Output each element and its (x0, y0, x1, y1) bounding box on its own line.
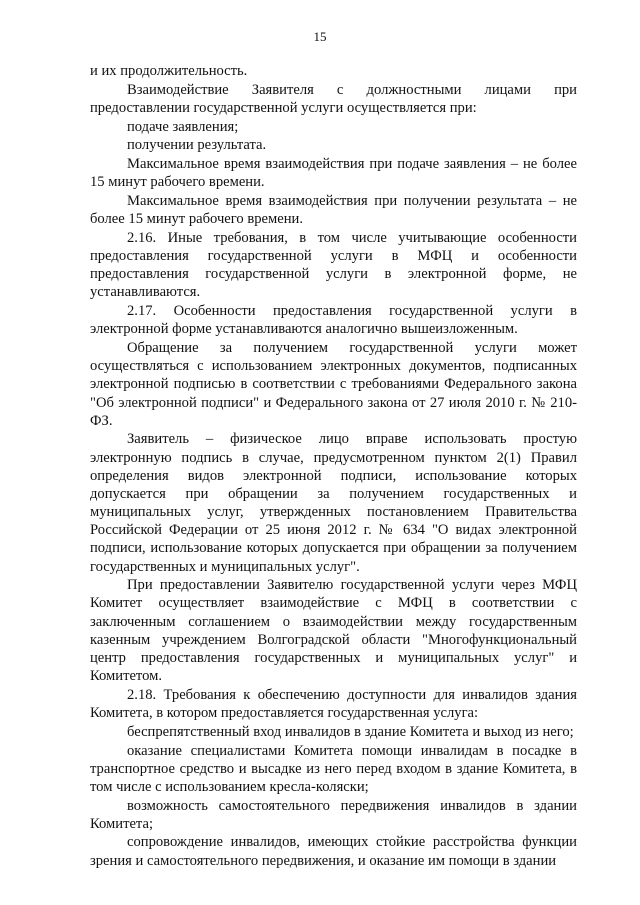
paragraph-max-time-receipt: Максимальное время взаимодействия при получении результата – не более 15 минут рабочего времени. (90, 193, 577, 228)
paragraph-2-17: 2.17. Особенности предоставления государственной услуги в электронной форме устанавливаются аналогично вышеизложенным. (90, 303, 577, 338)
body-text (90, 62, 577, 870)
list-item-submission: подаче заявления; (127, 118, 239, 135)
paragraph-continuation: и их продолжительность. (90, 63, 248, 79)
list-item-receipt: получении результата. (127, 137, 267, 154)
paragraph-2-16: 2.16. Иные требования, в том числе учитывающие особенности предоставления государственной услуги в МФЦ и особенности предоставления государственной услуги в электронной форме, не устанавливаются. (90, 229, 577, 301)
paragraph-interaction: Взаимодействие Заявителя с должностными лицами при предоставлении государственной услуги осуществляется при: (90, 81, 577, 116)
list-item-assistance: оказание специалистами Комитета помощи инвалидам в посадке в транспортное средство и высадке из него перед входом в здание Комитета, в том числе с использованием кресла-коляски; (90, 742, 577, 795)
paragraph-electronic-documents: Обращение за получением государственной услуги может осуществляться с использованием электронных документов, подписанных электронной подписью в соответствии с требованиями Федерального закона "Об электронной подписи" и Федерального закона от 27 июля 2010 г. № 210-ФЗ. (90, 340, 577, 429)
list-item-entrance: беспрепятственный вход инвалидов в здание Комитета и выход из него; (127, 723, 574, 740)
paragraph-2-18: 2.18. Требования к обеспечению доступности для инвалидов здания Комитета, в котором предоставляется государственная услуга: (90, 686, 577, 721)
page-number: 15 (313, 29, 327, 44)
paragraph-simple-signature: Заявитель – физическое лицо вправе использовать простую электронную подпись в случае, предусмотренном пунктом 2(1) Правил определения видов электронной подписи, использование которых допускается при обращении за получением государственных и муниципальных услуг, утвержденных постановлением Правительства Российской Федерации от 25 июня 2012 г. № 634 "О видах электронной подписи, использование которых допускается при обращении за получением государственных и муниципальных услуг". (90, 431, 577, 575)
list-item-movement: возможность самостоятельного передвижения инвалидов в здании Комитета; (90, 797, 577, 832)
paragraph-max-time-submission: Максимальное время взаимодействия при подаче заявления – не более 15 минут рабочего времени. (90, 156, 577, 191)
paragraph-mfc-interaction: При предоставлении Заявителю государственной услуги через МФЦ Комитет осуществляет взаимодействие с МФЦ в соответствии с заключенным соглашением о взаимодействии между государственным казенным учреждением Волгоградской области "Многофункциональный центр предоставления государственных и муниципальных услуг" и Комитетом. (90, 577, 577, 685)
list-item-escort: сопровождение инвалидов, имеющих стойкие расстройства функции зрения и самостоятельного передвижения, и оказание им помощи в здании (90, 834, 577, 869)
